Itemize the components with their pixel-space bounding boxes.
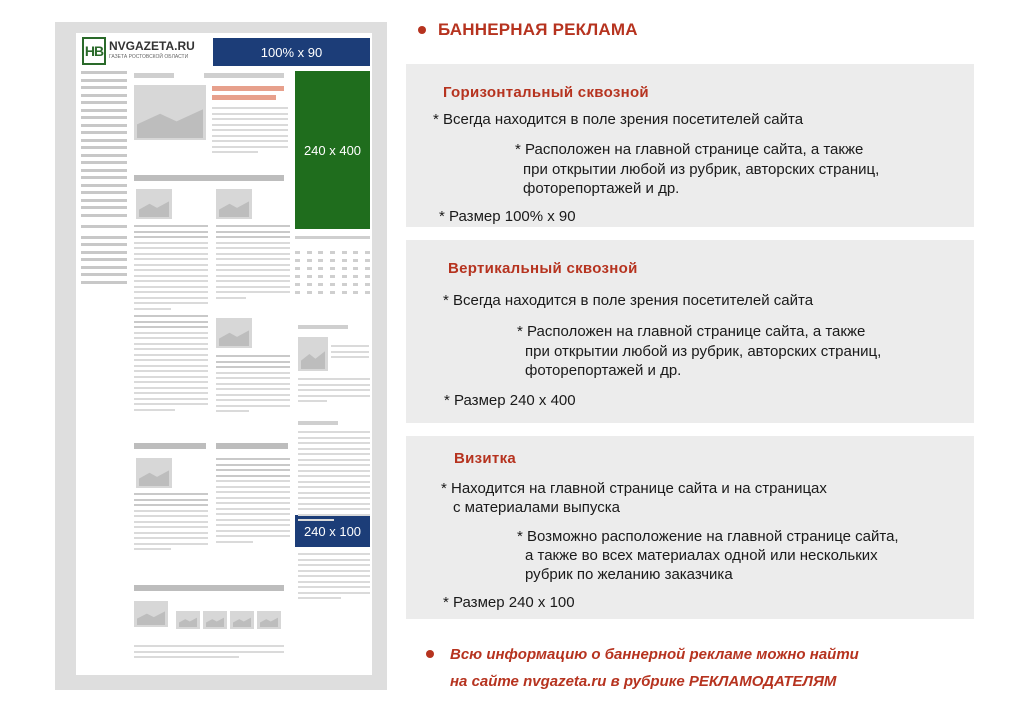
panel-line: при открытии любой из рубрик, авторских страниц, bbox=[525, 343, 882, 360]
panel-horizontal bbox=[406, 64, 974, 227]
mockup-text bbox=[216, 355, 290, 416]
mockup-section-bar bbox=[134, 443, 206, 449]
panel-line: фоторепортажей и др. bbox=[525, 362, 682, 379]
logo-subtitle: ГАЗЕТА РОСТОВСКОЙ ОБЛАСТИ bbox=[109, 54, 189, 60]
mockup-section-label bbox=[134, 73, 174, 78]
panel-title: Горизонтальный сквозной bbox=[443, 84, 649, 101]
panel-vertical bbox=[406, 240, 974, 423]
mockup-text bbox=[331, 345, 369, 362]
footer-line-2: на сайте nvgazeta.ru в рубрике РЕКЛАМОДАТЕЛЯМ bbox=[450, 673, 837, 690]
footer-line-1: Всю информацию о баннерной рекламе можно найти bbox=[450, 646, 859, 663]
mockup-footer-text bbox=[134, 645, 284, 662]
panel-title: Вертикальный сквозной bbox=[448, 260, 638, 277]
panel-line: фоторепортажей и др. bbox=[523, 180, 680, 197]
mockup-photo bbox=[134, 85, 206, 140]
bullet-icon bbox=[426, 650, 434, 658]
mockup-text bbox=[216, 458, 290, 546]
mockup-headline bbox=[212, 95, 276, 100]
mockup-text bbox=[216, 225, 290, 302]
panel-line: * Всегда находится в поле зрения посетителей сайта bbox=[433, 111, 804, 128]
mockup-author-photo bbox=[298, 337, 328, 371]
mockup-photo bbox=[176, 611, 200, 629]
panel-size: * Размер 240 х 100 bbox=[443, 594, 575, 611]
panel-card bbox=[406, 436, 974, 619]
mockup-heading bbox=[298, 421, 338, 425]
mockup-date-label bbox=[204, 73, 284, 78]
site-logo bbox=[82, 37, 202, 67]
panel-line: * Расположен на главной странице сайта, а также bbox=[517, 323, 866, 340]
mockup-photo bbox=[216, 318, 252, 348]
panel-title: Визитка bbox=[454, 450, 517, 467]
mockup-text bbox=[134, 493, 208, 554]
mockup-text bbox=[134, 315, 208, 414]
mockup-photo bbox=[203, 611, 227, 629]
panel-line: * Возможно расположение на главной странице сайта, bbox=[517, 528, 899, 545]
mockup-search bbox=[295, 236, 370, 239]
banner-vertical: 240 x 400 bbox=[295, 71, 370, 229]
mockup-text bbox=[212, 107, 288, 157]
mockup-section-bar bbox=[134, 585, 284, 591]
mockup-nav bbox=[81, 71, 127, 288]
mockup-text bbox=[298, 378, 370, 406]
mockup-photo bbox=[136, 189, 172, 219]
page-title: БАННЕРНАЯ РЕКЛАМА bbox=[438, 20, 638, 39]
page-header bbox=[418, 20, 638, 40]
logo-mark: НВ bbox=[82, 37, 106, 65]
panel-size: * Размер 240 х 400 bbox=[444, 392, 576, 409]
mockup-section-bar bbox=[134, 175, 284, 181]
bullet-icon bbox=[418, 26, 426, 34]
panel-line: а также во всех материалах одной или нескольких bbox=[525, 547, 878, 564]
mockup-photo bbox=[230, 611, 254, 629]
mockup-text bbox=[298, 431, 370, 525]
banner-horizontal: 100% x 90 bbox=[213, 38, 370, 66]
mockup-photo bbox=[257, 611, 281, 629]
site-mockup-page bbox=[76, 33, 372, 675]
panel-line: * Расположен на главной странице сайта, а также bbox=[515, 141, 864, 158]
mockup-headline bbox=[212, 86, 284, 91]
panel-line: * Находится на главной странице сайта и на страницах bbox=[441, 480, 827, 497]
mockup-photo bbox=[216, 189, 252, 219]
mockup-text bbox=[134, 225, 208, 313]
mockup-section-bar bbox=[216, 443, 288, 449]
banner-card: 240 x 100 bbox=[295, 515, 370, 547]
mockup-photo bbox=[136, 458, 172, 488]
mockup-text bbox=[298, 553, 370, 603]
panel-size: * Размер 100% х 90 bbox=[439, 208, 576, 225]
mockup-calendar bbox=[295, 251, 370, 311]
panel-line: при открытии любой из рубрик, авторских страниц, bbox=[523, 161, 880, 178]
panel-line: рубрик по желанию заказчика bbox=[525, 566, 733, 583]
panel-line: * Всегда находится в поле зрения посетителей сайта bbox=[443, 292, 814, 309]
mockup-photo bbox=[134, 601, 168, 627]
mockup-heading bbox=[298, 325, 348, 329]
panel-line: с материалами выпуска bbox=[453, 499, 620, 516]
logo-text: NVGAZETA.RU bbox=[109, 39, 195, 53]
